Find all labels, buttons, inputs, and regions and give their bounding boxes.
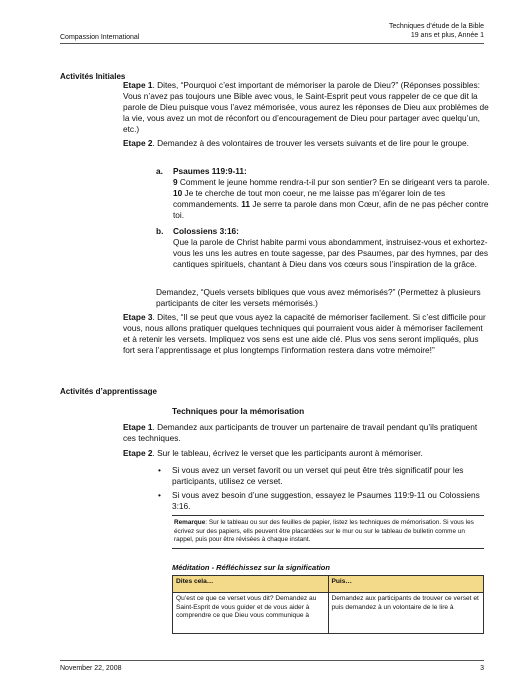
bullet-item-2: Si vous avez besoin d’une suggestion, essayez le Psaumes 119:9-11 ou Colossiens 3:16. [172,490,480,511]
etape3-label: Etape 3 [123,312,153,322]
verse-number-11: 11 [241,199,251,209]
learning-etape1-text: . Demandez aux participants de trouver un partenaire de travail pendant qu’ils pratiquent ces techniques. [123,422,478,443]
item-a-verses [173,177,493,221]
table-header-cell: Dites cela… [173,576,329,593]
etape2-label: Etape 2 [123,138,153,148]
verse-text-11: Je serre ta parole dans mon Cœur, afin de ne pas pécher contre toi. [173,199,489,220]
header-title [389,22,484,40]
learning-etape1-paragraph [123,422,491,444]
table-cell: Demandez aux participants de trouver ce verset et puis demandez à un volontaire de le lire à [328,593,484,634]
verse-number-9: 9 [173,177,178,187]
learning-etape1-label: Etape 1 [123,422,153,432]
header-organization: Compassion International [60,34,140,41]
footer-rule [60,660,484,661]
table-row [173,593,484,634]
etape3-paragraph [123,312,491,356]
section-title-learning: Activités d’apprentissage [60,387,157,396]
etape3-text: . Dites, “Il se peut que vous ayez la capacité de mémoriser facilement. Si c’est difficile pour vous, nous allons pratiquer quelques techniques qui pourraient vous aider à mémoriser facilement et à retenir les versets. Impliquez vos sens est une aide clé. Plus vos sens seront impliqués, plus fort sera l’apprentissage et plus longtemps l’information restera dans votre mémoire!” [123,312,486,355]
etape2-paragraph [123,138,491,149]
header-rule [60,43,484,44]
footer-date: November 22, 2008 [60,665,122,672]
item-a-marker: a. [156,166,163,176]
meditation-title: Méditation - Réfléchissez sur la signification [172,563,330,572]
item-a-reference: Psaumes 119:9-11: [173,166,247,176]
bullet-marker-2: • [158,490,161,500]
etape1-paragraph [123,80,491,135]
verse-text-9: Comment le jeune homme rendra-t-il pur son sentier? En se dirigeant vers ta parole. [177,177,490,187]
item-b-reference: Colossiens 3:16: [173,226,239,236]
etape2-text: . Demandez à des volontaires de trouver les versets suivants et de lire pour le groupe. [152,138,469,148]
demandez-paragraph: Demandez, “Quels versets bibliques que vous avez mémorisés?” (Permettez à plusieurs participants de citer les versets mémorisés.) [156,287,481,308]
verse-number-10: 10 [173,188,183,198]
remark-label: Remarque [174,519,206,526]
remark-box [172,515,484,549]
remark-text: : Sur le tableau ou sur des feuilles de papier, listez les techniques de mémorisation. Si vous les écrivez sur des papiers, ells peuvent être placardées sur le mur ou sur le tableau de bulletin comme un rappel, puis pour être révisées à chaque instant. [174,519,474,543]
header-title-line1: Techniques d’étude de la Bible [389,23,484,30]
header-title-line2: 19 ans et plus, Année 1 [410,32,484,39]
bullet-marker-1: • [158,465,161,475]
learning-etape2-paragraph [123,448,491,459]
table-header-row [173,576,484,593]
table-cell: Qu’est ce que ce verset vous dit? Demandez au Saint-Esprit de vous guider et de vous aider à comprendre ce que Dieu vous communique à [173,593,329,634]
section-title-initial: Activités Initiales [60,72,126,81]
learning-etape2-text: . Sur le tableau, écrivez le verset que les participants auront à mémoriser. [152,448,423,458]
meditation-table [172,575,484,634]
bullet-item-1: Si vous avez un verset favorit ou un verset qui peut être très significatif pour les participants, utilisez ce verset. [172,465,464,486]
item-b-marker: b. [156,226,164,236]
etape1-text: . Dites, “Pourquoi c’est important de mémoriser la parole de Dieu?” (Réponses possibles: Vous n’avez pas toujours une Bible avec vous, le Saint-Esprit peut vous rappeler de ce que dit la parole de Dieu puisque vous l’avez mémorisée, vous aurez les réponses de Dieu aux problèmes de la vie, vous avez un mot de réconfort ou d’encouragement de Dieu pour partager avec quelqu’un, etc.) [123,80,489,134]
page-number: 3 [480,665,484,672]
verse-text-10: Je te cherche de tout mon coeur, ne me laisse pas m’égarer loin de tes commandements. [173,188,446,209]
learning-etape2-label: Etape 2 [123,448,153,458]
techniques-subtitle: Techniques pour la mémorisation [172,406,305,416]
etape1-label: Etape 1 [123,80,153,90]
table-header-cell: Puis… [328,576,484,593]
item-b-verse: Que la parole de Christ habite parmi vous abondamment, instruisez-vous et exhortez-vous les uns les autres en toute sagesse, par des Psaumes, par des hymnes, par des cantiques spirituels, chantant à Dieu dans vos cœurs sous l’inspiration de la grâce. [173,237,488,269]
